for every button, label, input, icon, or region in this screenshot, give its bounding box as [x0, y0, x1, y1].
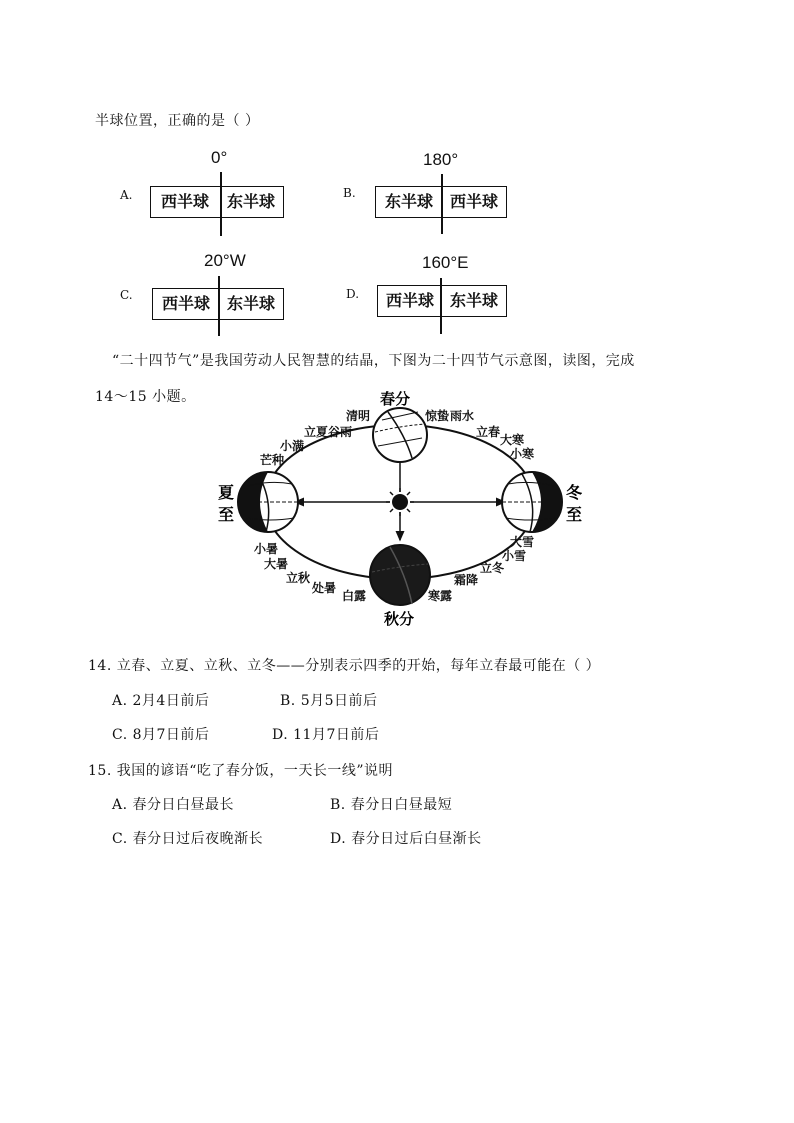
- label-liqiu: 立秋: [286, 571, 311, 585]
- hemisphere-box: [375, 186, 507, 218]
- label-shuangjiang: 霜降: [454, 573, 479, 587]
- left-hemisphere-label: 西半球: [161, 294, 210, 313]
- meridian-label: 160°E: [422, 253, 469, 272]
- hemisphere-box: [150, 186, 284, 218]
- label-hanlu: 寒露: [428, 589, 453, 603]
- label-dashu: 大暑: [264, 557, 289, 571]
- left-hemisphere-label: 西半球: [385, 291, 434, 310]
- q14-option-b[interactable]: B. 5月5日前后: [280, 693, 378, 709]
- label-dahan: 大寒: [500, 433, 525, 447]
- solar-terms-diagram: [200, 380, 600, 630]
- q14-stem: 14. 立春、立夏、立秋、立冬——分别表示四季的开始，每年立春最可能在（ ）: [88, 658, 601, 674]
- label-lichun: 立春: [476, 425, 501, 439]
- earth-xiazhi-icon: [238, 472, 298, 532]
- q13-stem: 半球位置，正确的是（ ）: [95, 113, 260, 129]
- label-daxue: 大雪: [510, 535, 535, 549]
- q15-option-a[interactable]: A. 春分日白昼最长: [112, 797, 235, 813]
- label-qingming: 清明: [346, 409, 371, 423]
- meridian-label: 20°W: [204, 251, 246, 270]
- left-hemisphere-label: 西半球: [160, 192, 209, 211]
- right-hemisphere-label: 东半球: [226, 294, 275, 313]
- q14-option-c[interactable]: C. 8月7日前后: [112, 727, 210, 743]
- option-letter: D.: [346, 287, 360, 301]
- option-letter: B.: [343, 186, 356, 200]
- label-xiazhi-1: 夏: [218, 483, 235, 502]
- q14-option-d[interactable]: D. 11月7日前后: [272, 727, 380, 743]
- meridian-label: 0°: [211, 148, 228, 167]
- label-jingzhe: 惊蛰: [425, 409, 450, 423]
- label-dongzhi-1: 冬: [566, 483, 583, 502]
- hemisphere-box: [377, 285, 507, 317]
- label-xiaoxue: 小雪: [502, 549, 527, 563]
- intro-line-2: 14～15 小题。: [95, 389, 196, 405]
- sun-icon: [386, 488, 414, 516]
- right-hemisphere-label: 东半球: [226, 192, 275, 211]
- q15-option-b[interactable]: B. 春分日白昼最短: [330, 797, 453, 813]
- right-hemisphere-label: 东半球: [449, 291, 498, 310]
- label-xiazhi-2: 至: [218, 505, 235, 524]
- q15-option-c[interactable]: C. 春分日过后夜晚渐长: [112, 831, 264, 847]
- label-xiaoshu: 小暑: [254, 542, 279, 556]
- label-bailu: 白露: [342, 589, 367, 603]
- label-guyu: 谷雨: [328, 425, 353, 439]
- q14-option-a[interactable]: A. 2月4日前后: [112, 693, 210, 709]
- label-lixia: 立夏: [304, 425, 329, 439]
- label-qiufen: 秋分: [384, 610, 415, 628]
- label-xiaohan: 小寒: [510, 447, 535, 461]
- hemisphere-box: [152, 288, 284, 320]
- left-hemisphere-label: 东半球: [384, 192, 433, 211]
- option-letter: A.: [120, 188, 133, 202]
- label-yushui: 雨水: [450, 409, 475, 423]
- label-chushu: 处暑: [312, 581, 337, 595]
- meridian-label: 180°: [423, 150, 459, 169]
- earth-qiufen-icon: [370, 545, 430, 605]
- label-mangzhong: 芒种: [260, 453, 285, 467]
- label-lidong: 立冬: [480, 561, 505, 575]
- right-hemisphere-label: 西半球: [449, 192, 498, 211]
- earth-chunfen-icon: [373, 408, 427, 462]
- q15-stem: 15. 我国的谚语“吃了春分饭，一天长一线”说明: [88, 763, 394, 779]
- q15-option-d[interactable]: D. 春分日过后白昼渐长: [330, 831, 482, 847]
- earth-dongzhi-icon: [502, 472, 562, 532]
- label-chunfen: 春分: [380, 390, 411, 408]
- option-letter: C.: [120, 288, 133, 302]
- label-xiaoman: 小满: [280, 439, 305, 453]
- intro-line-1: “二十四节气”是我国劳动人民智慧的结晶，下图为二十四节气示意图，读图，完成: [112, 353, 635, 369]
- label-dongzhi-2: 至: [566, 505, 583, 524]
